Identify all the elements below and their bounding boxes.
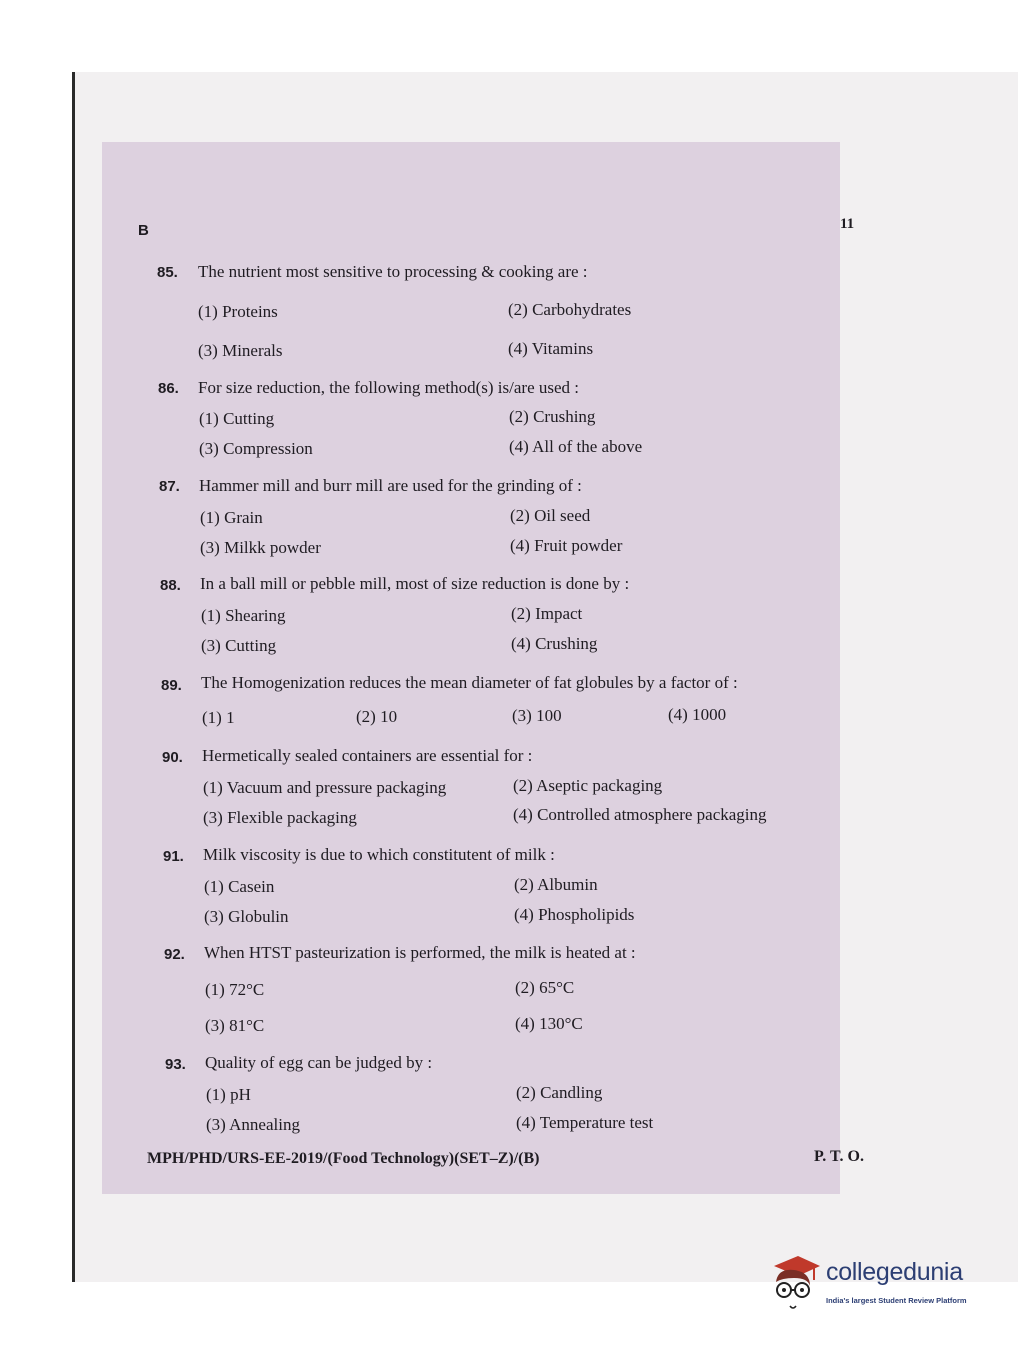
option-3: (3) Milkk powder xyxy=(200,538,321,557)
question-text: The Homogenization reduces the mean diameter of fat globules by a factor of : xyxy=(201,673,738,692)
option-1: (1) Casein xyxy=(204,877,275,896)
question-number: 92. xyxy=(164,946,185,963)
option-4: (4) Temperature test xyxy=(516,1113,654,1132)
option-3: (3) Annealing xyxy=(206,1115,300,1134)
scan-edge xyxy=(72,72,75,1282)
option-2: (2) 65°C xyxy=(515,978,575,997)
option-4: (4) 130°C xyxy=(515,1014,583,1033)
option-1: (1) Vacuum and pressure packaging xyxy=(203,778,447,797)
question-text: Hammer mill and burr mill are used for the grinding of : xyxy=(199,476,582,495)
option-1: (1) Shearing xyxy=(201,606,286,625)
please-turn-over: P. T. O. xyxy=(814,1148,864,1165)
option-4: (4) 1000 xyxy=(668,705,727,724)
question-text: Milk viscosity is due to which constitutent of milk : xyxy=(203,845,555,864)
question-text: Quality of egg can be judged by : xyxy=(205,1053,433,1072)
option-3: (3) 100 xyxy=(512,706,562,725)
collegedunia-watermark xyxy=(768,1250,1008,1320)
option-4: (4) All of the above xyxy=(509,437,643,456)
option-2: (2) Aseptic packaging xyxy=(513,776,663,795)
question-number: 87. xyxy=(159,478,180,495)
option-2: (2) Crushing xyxy=(509,407,596,426)
option-2: (2) Oil seed xyxy=(510,506,591,525)
option-4: (4) Phospholipids xyxy=(514,905,635,924)
series-letter: B xyxy=(138,222,149,239)
graduate-logo-icon xyxy=(768,1252,822,1314)
option-2: (2) Carbohydrates xyxy=(508,300,632,319)
question-number: 85. xyxy=(157,264,178,281)
option-1: (1) pH xyxy=(206,1085,251,1104)
question-number: 88. xyxy=(160,577,181,594)
option-4: (4) Controlled atmosphere packaging xyxy=(513,805,767,824)
question-text: In a ball mill or pebble mill, most of size reduction is done by : xyxy=(200,574,630,593)
option-3: (3) Minerals xyxy=(198,341,283,360)
option-3: (3) Flexible packaging xyxy=(203,808,357,827)
exam-code: MPH/PHD/URS-EE-2019/(Food Technology)(SET–Z)/(B) xyxy=(147,1150,540,1167)
option-2: (2) 10 xyxy=(356,707,398,726)
option-1: (1) Cutting xyxy=(199,409,275,428)
option-3: (3) Compression xyxy=(199,439,313,458)
question-text: Hermetically sealed containers are essential for : xyxy=(202,746,533,765)
option-3: (3) 81°C xyxy=(205,1016,265,1035)
question-text: For size reduction, the following method(s) is/are used : xyxy=(198,378,579,397)
option-4: (4) Vitamins xyxy=(508,339,594,358)
question-number: 90. xyxy=(162,749,183,766)
option-3: (3) Cutting xyxy=(201,636,277,655)
option-1: (1) 72°C xyxy=(205,980,265,999)
option-4: (4) Crushing xyxy=(511,634,598,653)
question-number: 86. xyxy=(158,380,179,397)
option-2: (2) Albumin xyxy=(514,875,598,894)
question-number: 91. xyxy=(163,848,184,865)
question-text: The nutrient most sensitive to processing & cooking are : xyxy=(198,262,588,281)
brand-name: collegedunia xyxy=(826,1258,963,1286)
option-4: (4) Fruit powder xyxy=(510,536,623,555)
question-number: 89. xyxy=(161,677,182,694)
question-text: When HTST pasteurization is performed, the milk is heated at : xyxy=(204,943,636,962)
question-number: 93. xyxy=(165,1056,186,1073)
page-number: 11 xyxy=(840,216,855,232)
option-3: (3) Globulin xyxy=(204,907,289,926)
brand-tagline: India's largest Student Review Platform xyxy=(826,1296,967,1305)
option-1: (1) Grain xyxy=(200,508,263,527)
option-1: (1) Proteins xyxy=(198,302,278,321)
exam-page xyxy=(102,142,840,1194)
option-2: (2) Impact xyxy=(511,604,583,623)
option-2: (2) Candling xyxy=(516,1083,603,1102)
option-1: (1) 1 xyxy=(202,708,235,727)
